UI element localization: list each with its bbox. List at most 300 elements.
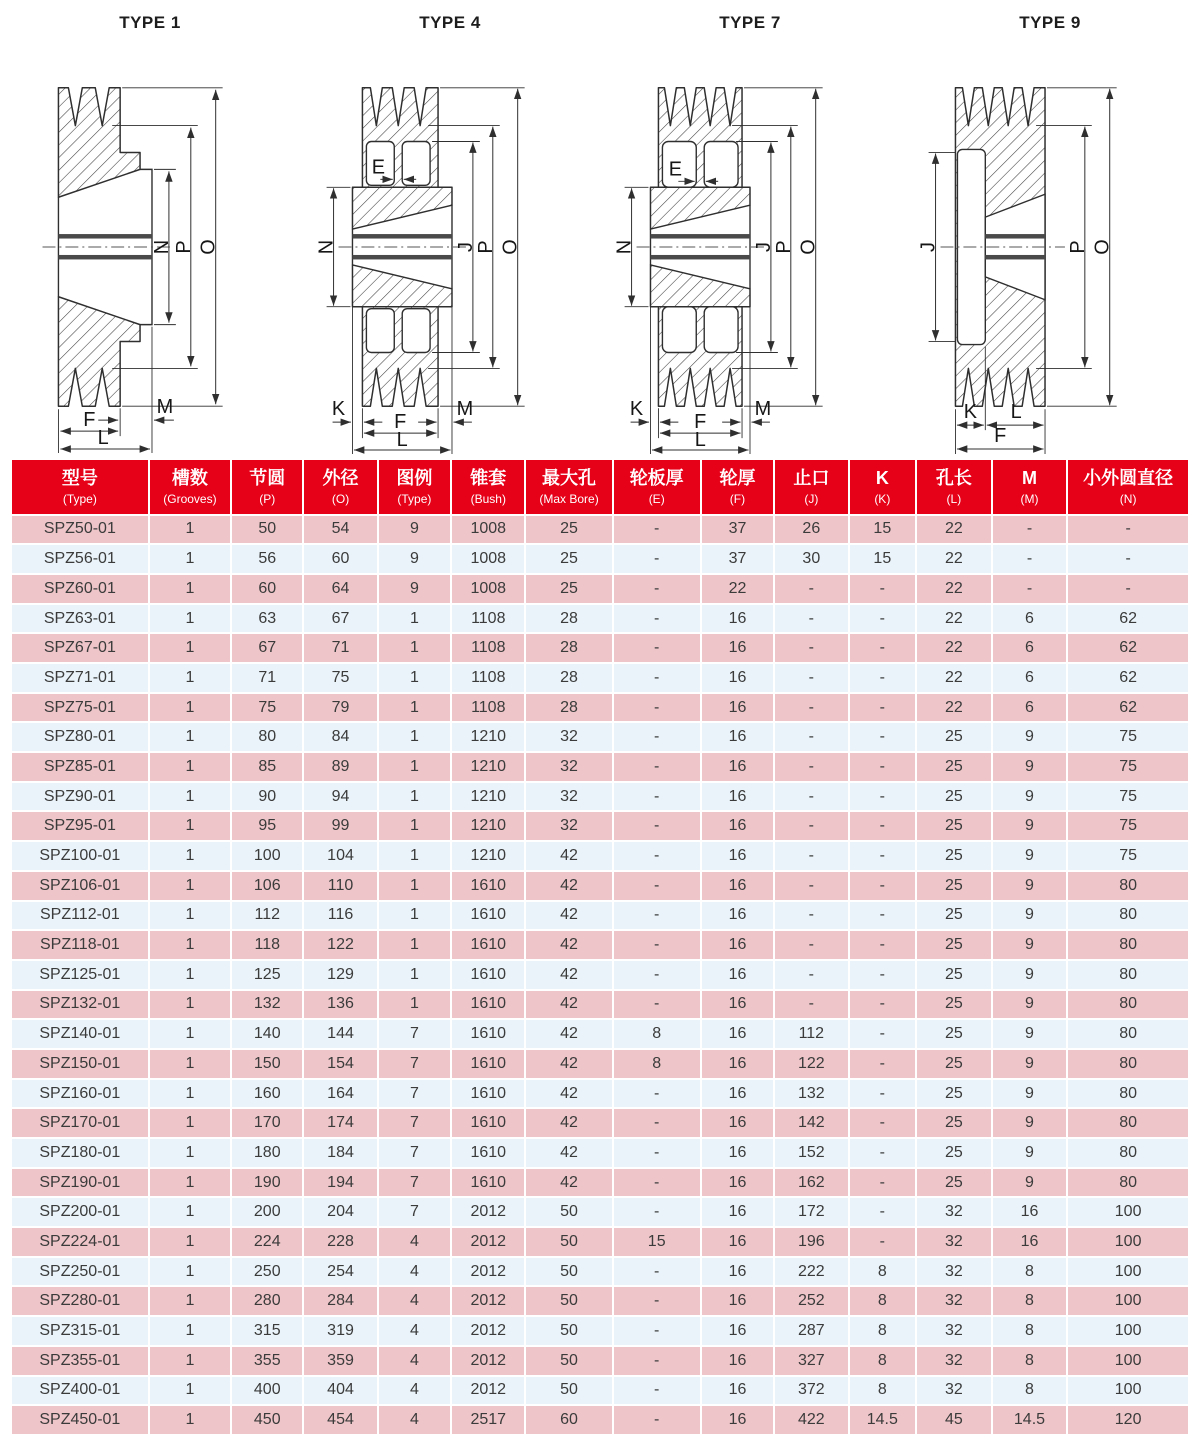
spec-cell: 327 — [775, 1347, 847, 1375]
spec-cell: 30 — [775, 545, 847, 573]
spec-cell: 222 — [775, 1258, 847, 1286]
spec-cell: 122 — [775, 1050, 847, 1078]
spec-cell: 1008 — [452, 545, 524, 573]
spec-cell: 106 — [232, 872, 302, 900]
spec-cell: 16 — [702, 753, 773, 781]
spec-cell: 64 — [304, 575, 376, 603]
spec-cell: 80 — [1068, 1080, 1188, 1108]
spec-cell: 100 — [1068, 1228, 1188, 1256]
spec-cell: - — [614, 664, 700, 692]
spec-cell: 9 — [993, 1139, 1067, 1167]
spec-cell: 150 — [232, 1050, 302, 1078]
spec-cell: - — [1068, 575, 1188, 603]
spec-cell: 4 — [379, 1258, 450, 1286]
spec-cell: 8 — [993, 1377, 1067, 1405]
spec-cell: 110 — [304, 872, 376, 900]
table-row — [12, 516, 1188, 544]
spec-cell: 1210 — [452, 723, 524, 751]
spec-cell: 7 — [379, 1080, 450, 1108]
spec-cell: 9 — [993, 1109, 1067, 1137]
spec-cell: - — [614, 1347, 700, 1375]
spec-cell: 9 — [993, 753, 1067, 781]
spec-cell: 50 — [526, 1228, 611, 1256]
spec-cell: 50 — [526, 1317, 611, 1345]
spec-cell: 1210 — [452, 753, 524, 781]
dim-label-o: O — [1091, 239, 1114, 255]
dim-label-j: J — [454, 242, 477, 252]
spec-cell: 25 — [917, 1139, 991, 1167]
dim-label-f: F — [394, 411, 407, 434]
spec-cell: 22 — [917, 575, 991, 603]
header-row — [12, 460, 1188, 514]
column-header: 孔长 (L) — [917, 460, 991, 514]
spec-cell: SPZ180-01 — [12, 1139, 148, 1167]
spec-cell: 1 — [150, 1377, 230, 1405]
table-row — [12, 961, 1188, 989]
dim-label-m: M — [754, 398, 772, 421]
spec-cell: - — [614, 634, 700, 662]
spec-cell: - — [775, 783, 847, 811]
spec-cell: 1 — [379, 812, 450, 840]
top-rim — [58, 88, 140, 197]
spec-cell: 75 — [232, 694, 302, 722]
spec-cell: - — [850, 634, 916, 662]
spec-cell: 4 — [379, 1406, 450, 1434]
spec-cell: 1 — [150, 1109, 230, 1137]
spec-cell: 2012 — [452, 1287, 524, 1315]
spec-cell: 95 — [232, 812, 302, 840]
spec-cell: 9 — [993, 1169, 1067, 1197]
spec-cell: 16 — [702, 1139, 773, 1167]
spec-cell: 85 — [232, 753, 302, 781]
spec-cell: 15 — [850, 545, 916, 573]
spec-cell: 4 — [379, 1317, 450, 1345]
spec-cell: 25 — [526, 575, 611, 603]
spec-cell: 9 — [993, 1080, 1067, 1108]
spec-cell: 1210 — [452, 812, 524, 840]
spec-cell: 7 — [379, 1109, 450, 1137]
spec-cell: - — [850, 723, 916, 751]
spec-cell: - — [775, 605, 847, 633]
bottom-rim — [58, 297, 140, 406]
spec-cell: 1 — [379, 723, 450, 751]
column-header: 止口 (J) — [775, 460, 847, 514]
column-header: 锥套 (Bush) — [452, 460, 524, 514]
spec-cell: 7 — [379, 1139, 450, 1167]
spec-cell: 280 — [232, 1287, 302, 1315]
spec-cell: 224 — [232, 1228, 302, 1256]
table-row — [12, 991, 1188, 1019]
spec-cell: SPZ71-01 — [12, 664, 148, 692]
spec-cell: 1610 — [452, 931, 524, 959]
spec-cell: - — [775, 961, 847, 989]
spec-cell: 16 — [702, 872, 773, 900]
spec-cell: 42 — [526, 1020, 611, 1048]
type-4-cross-section-drawing — [300, 38, 600, 456]
spec-cell: 16 — [702, 1198, 773, 1226]
spec-cell: 194 — [304, 1169, 376, 1197]
spec-cell: 42 — [526, 1169, 611, 1197]
spec-cell: 284 — [304, 1287, 376, 1315]
spec-cell: 9 — [993, 812, 1067, 840]
spec-cell: SPZ90-01 — [12, 783, 148, 811]
bottom-hub — [352, 265, 452, 307]
dim-label-f: F — [694, 411, 707, 434]
bore-line — [985, 234, 1045, 238]
spec-cell: 1 — [150, 812, 230, 840]
spec-cell: 16 — [702, 931, 773, 959]
spec-cell: 136 — [304, 991, 376, 1019]
spec-cell: - — [614, 694, 700, 722]
dim-label-n: N — [613, 239, 636, 255]
spec-cell: - — [850, 664, 916, 692]
spec-cell: 60 — [232, 575, 302, 603]
spec-cell: 184 — [304, 1139, 376, 1167]
spec-cell: SPZ150-01 — [12, 1050, 148, 1078]
spec-table-section — [0, 458, 1200, 1436]
type-9-panel — [900, 0, 1200, 458]
spec-cell: 2012 — [452, 1317, 524, 1345]
spec-cell: 4 — [379, 1347, 450, 1375]
bore-line — [650, 255, 750, 259]
spec-cell: - — [775, 634, 847, 662]
spec-cell: 1610 — [452, 1109, 524, 1137]
spec-cell: - — [614, 872, 700, 900]
spec-cell: 1610 — [452, 1169, 524, 1197]
spec-cell: SPZ190-01 — [12, 1169, 148, 1197]
spec-cell: 62 — [1068, 605, 1188, 633]
spec-cell: 25 — [917, 753, 991, 781]
spec-cell: 62 — [1068, 634, 1188, 662]
spec-cell: 42 — [526, 842, 611, 870]
spec-cell: 25 — [526, 545, 611, 573]
spec-cell: 1610 — [452, 1080, 524, 1108]
spec-cell: SPZ63-01 — [12, 605, 148, 633]
spec-cell: 9 — [993, 872, 1067, 900]
spec-cell: 8 — [850, 1258, 916, 1286]
spec-cell: 25 — [917, 931, 991, 959]
spec-cell: 100 — [1068, 1317, 1188, 1345]
spec-cell: 118 — [232, 931, 302, 959]
spec-cell: 9 — [379, 516, 450, 544]
spec-cell: 42 — [526, 872, 611, 900]
spec-cell: 355 — [232, 1347, 302, 1375]
spec-cell: 42 — [526, 902, 611, 930]
spec-cell: 4 — [379, 1377, 450, 1405]
spec-cell: 174 — [304, 1109, 376, 1137]
table-row — [12, 723, 1188, 751]
spec-cell: 22 — [917, 516, 991, 544]
spec-cell: 1 — [150, 1080, 230, 1108]
spec-cell: - — [614, 1080, 700, 1108]
bore-line — [650, 234, 750, 238]
spec-cell: 80 — [1068, 1050, 1188, 1078]
spec-cell: 2012 — [452, 1198, 524, 1226]
spec-cell: SPZ280-01 — [12, 1287, 148, 1315]
spec-cell: - — [775, 575, 847, 603]
dim-label-n: N — [315, 239, 338, 255]
table-row — [12, 1109, 1188, 1137]
spec-cell: 400 — [232, 1377, 302, 1405]
spec-cell: - — [850, 991, 916, 1019]
spec-cell: 32 — [526, 723, 611, 751]
spec-cell: 200 — [232, 1198, 302, 1226]
spec-cell: - — [850, 694, 916, 722]
spec-cell: 32 — [526, 783, 611, 811]
spec-cell: 9 — [993, 1020, 1067, 1048]
spec-cell: 71 — [304, 634, 376, 662]
type-1-cross-section-drawing — [0, 38, 300, 456]
spec-cell: 132 — [775, 1080, 847, 1108]
spec-cell: 25 — [917, 1020, 991, 1048]
spec-cell: - — [614, 1198, 700, 1226]
spec-cell: SPZ106-01 — [12, 872, 148, 900]
spec-cell: - — [614, 931, 700, 959]
spec-cell: 170 — [232, 1109, 302, 1137]
spec-cell: - — [993, 545, 1067, 573]
spec-cell: - — [614, 545, 700, 573]
spec-cell: - — [850, 605, 916, 633]
spec-cell: 45 — [917, 1406, 991, 1434]
spec-cell: 2517 — [452, 1406, 524, 1434]
spec-cell: - — [614, 1406, 700, 1434]
column-header: 槽数 (Grooves) — [150, 460, 230, 514]
spec-cell: 25 — [526, 516, 611, 544]
spec-cell: 22 — [702, 575, 773, 603]
spec-cell: 75 — [1068, 812, 1188, 840]
spec-cell: 8 — [614, 1020, 700, 1048]
spec-cell: 1210 — [452, 783, 524, 811]
bore-line — [985, 255, 1045, 259]
spec-cell: 50 — [526, 1258, 611, 1286]
top-hub — [352, 187, 452, 229]
table-row — [12, 694, 1188, 722]
spec-cell: - — [614, 605, 700, 633]
spec-cell: 9 — [993, 783, 1067, 811]
spec-cell: 16 — [702, 842, 773, 870]
spec-cell: - — [850, 1139, 916, 1167]
spec-cell: 71 — [232, 664, 302, 692]
spec-cell: 9 — [993, 931, 1067, 959]
spec-cell: 1 — [379, 753, 450, 781]
spec-cell: 25 — [917, 902, 991, 930]
spec-cell: 8 — [993, 1258, 1067, 1286]
spec-cell: 1610 — [452, 872, 524, 900]
spec-cell: 32 — [526, 753, 611, 781]
spec-cell: 32 — [917, 1228, 991, 1256]
spec-cell: - — [775, 812, 847, 840]
spec-cell: 254 — [304, 1258, 376, 1286]
spec-cell: 120 — [1068, 1406, 1188, 1434]
spec-cell: 162 — [775, 1169, 847, 1197]
spec-cell: - — [850, 1020, 916, 1048]
spec-cell: 80 — [1068, 1109, 1188, 1137]
spec-cell: 250 — [232, 1258, 302, 1286]
table-row — [12, 1317, 1188, 1345]
spec-cell: 1008 — [452, 575, 524, 603]
column-header: 轮厚 (F) — [702, 460, 773, 514]
spec-cell: 1 — [150, 1258, 230, 1286]
spec-cell: 25 — [917, 842, 991, 870]
spec-cell: 16 — [702, 1020, 773, 1048]
spec-cell: 144 — [304, 1020, 376, 1048]
spec-cell: - — [775, 694, 847, 722]
spec-cell: - — [614, 723, 700, 751]
spec-cell: 80 — [1068, 1169, 1188, 1197]
spec-cell: 25 — [917, 1169, 991, 1197]
spec-cell: 104 — [304, 842, 376, 870]
spec-cell: 1 — [379, 694, 450, 722]
spec-cell: 4 — [379, 1287, 450, 1315]
spec-cell: 25 — [917, 991, 991, 1019]
spec-cell: 32 — [526, 812, 611, 840]
spec-cell: 100 — [1068, 1198, 1188, 1226]
column-header: 型号 (Type) — [12, 460, 148, 514]
spec-cell: 1 — [379, 931, 450, 959]
spec-cell: - — [614, 961, 700, 989]
spec-cell: 16 — [702, 1347, 773, 1375]
spec-cell: 1108 — [452, 694, 524, 722]
spec-cell: 1 — [150, 1317, 230, 1345]
spec-cell: 1 — [379, 991, 450, 1019]
spec-cell: - — [614, 991, 700, 1019]
spec-cell: 228 — [304, 1228, 376, 1256]
spec-cell: 172 — [775, 1198, 847, 1226]
dim-label-l: L — [97, 427, 109, 450]
spec-cell: 9 — [993, 1050, 1067, 1078]
spec-cell: - — [775, 723, 847, 751]
spec-cell: 62 — [1068, 694, 1188, 722]
spec-cell: 9 — [379, 575, 450, 603]
spec-cell: - — [850, 1050, 916, 1078]
spec-cell: 28 — [526, 694, 611, 722]
spec-cell: - — [614, 575, 700, 603]
spec-cell: SPZ132-01 — [12, 991, 148, 1019]
spec-cell: 22 — [917, 664, 991, 692]
spec-cell: 16 — [702, 664, 773, 692]
type-4-panel — [300, 0, 600, 458]
spec-cell: 1 — [150, 753, 230, 781]
table-row — [12, 1228, 1188, 1256]
spec-cell: - — [850, 812, 916, 840]
spec-cell: SPZ60-01 — [12, 575, 148, 603]
spec-cell: 100 — [1068, 1377, 1188, 1405]
spec-cell: 25 — [917, 1109, 991, 1137]
spec-cell: 1 — [150, 694, 230, 722]
spec-cell: SPZ315-01 — [12, 1317, 148, 1345]
spec-cell: - — [850, 842, 916, 870]
spec-cell: 16 — [702, 1258, 773, 1286]
spec-cell: 22 — [917, 694, 991, 722]
spec-cell: 94 — [304, 783, 376, 811]
spec-cell: - — [614, 1109, 700, 1137]
dim-label-j: J — [752, 242, 775, 252]
spec-cell: - — [850, 872, 916, 900]
spec-cell: 15 — [850, 516, 916, 544]
spec-cell: 319 — [304, 1317, 376, 1345]
spec-cell: SPZ50-01 — [12, 516, 148, 544]
spec-cell: 190 — [232, 1169, 302, 1197]
dim-label-l: L — [694, 429, 706, 452]
column-header: 小外圆直径 (N) — [1068, 460, 1188, 514]
spec-cell: 28 — [526, 634, 611, 662]
top-hub — [650, 187, 750, 229]
spec-cell: 1008 — [452, 516, 524, 544]
spec-cell: 1 — [379, 872, 450, 900]
table-row — [12, 1347, 1188, 1375]
column-header: 节圆 (P) — [232, 460, 302, 514]
spec-cell: 99 — [304, 812, 376, 840]
spec-cell: 80 — [1068, 902, 1188, 930]
spec-cell: 8 — [614, 1050, 700, 1078]
spec-cell: 8 — [993, 1317, 1067, 1345]
spec-cell: 22 — [917, 545, 991, 573]
diagram-title: TYPE 4 — [419, 13, 481, 32]
spec-cell: 75 — [1068, 842, 1188, 870]
table-row — [12, 1020, 1188, 1048]
dim-label-p: P — [474, 240, 497, 254]
spec-cell: - — [850, 961, 916, 989]
spec-cell: 8 — [850, 1377, 916, 1405]
spec-cell: 16 — [702, 1317, 773, 1345]
bore-line — [58, 234, 152, 238]
spec-cell: 1610 — [452, 902, 524, 930]
spec-cell: - — [614, 842, 700, 870]
spec-cell: - — [1068, 516, 1188, 544]
spec-cell: 125 — [232, 961, 302, 989]
spec-cell: 1610 — [452, 1050, 524, 1078]
dim-label-m: M — [156, 396, 174, 419]
spec-cell: 26 — [775, 516, 847, 544]
spec-cell: 16 — [702, 783, 773, 811]
spec-cell: 7 — [379, 1020, 450, 1048]
spec-cell: 6 — [993, 605, 1067, 633]
spec-cell: 32 — [917, 1317, 991, 1345]
spec-cell: - — [850, 575, 916, 603]
spec-cell: 100 — [1068, 1347, 1188, 1375]
spec-cell: SPZ450-01 — [12, 1406, 148, 1434]
spec-cell: 32 — [917, 1377, 991, 1405]
bore-line — [352, 234, 452, 238]
spec-cell: 122 — [304, 931, 376, 959]
spec-cell: 1 — [379, 634, 450, 662]
spec-cell: 67 — [232, 634, 302, 662]
rim-window — [704, 142, 738, 188]
spec-cell: 16 — [702, 694, 773, 722]
spec-cell: 42 — [526, 1109, 611, 1137]
spec-cell: 16 — [702, 1169, 773, 1197]
spec-cell: 50 — [526, 1287, 611, 1315]
spec-cell: 80 — [1068, 1139, 1188, 1167]
spec-cell: 25 — [917, 723, 991, 751]
rim-window — [402, 309, 430, 353]
spec-cell: 1 — [150, 664, 230, 692]
spec-cell: 100 — [1068, 1287, 1188, 1315]
spec-cell: 7 — [379, 1198, 450, 1226]
spec-cell: 8 — [850, 1287, 916, 1315]
dim-label-k: K — [331, 398, 346, 421]
spec-cell: 1 — [150, 1287, 230, 1315]
spec-cell: 9 — [993, 902, 1067, 930]
spec-cell: 204 — [304, 1198, 376, 1226]
spec-cell: 1 — [150, 991, 230, 1019]
spec-cell: 75 — [304, 664, 376, 692]
spec-cell: 8 — [993, 1287, 1067, 1315]
column-header: 图例 (Type) — [379, 460, 450, 514]
spec-cell: SPZ100-01 — [12, 842, 148, 870]
spec-cell: 1 — [379, 783, 450, 811]
spec-cell: 14.5 — [850, 1406, 916, 1434]
